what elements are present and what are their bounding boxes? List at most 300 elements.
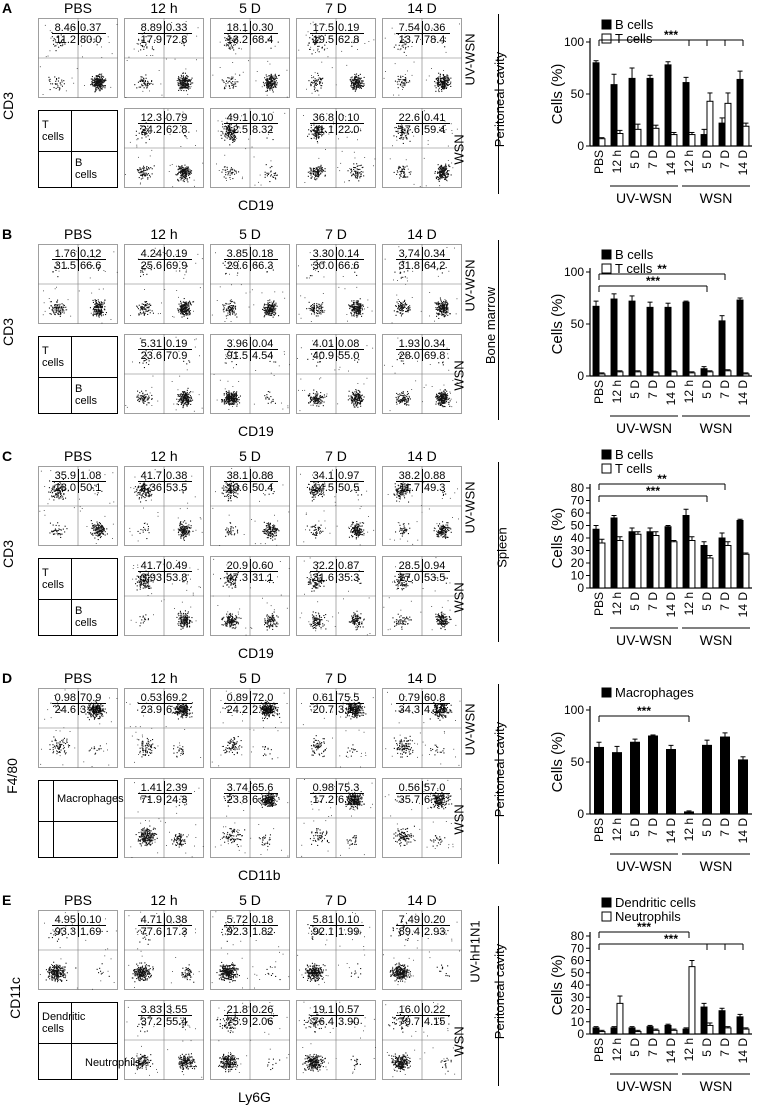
flow-event-dot — [271, 48, 272, 49]
flow-event-dot — [266, 84, 267, 85]
flow-event-dot — [222, 126, 223, 127]
flow-event-dot — [94, 307, 95, 308]
flow-event-dot — [62, 312, 63, 313]
flow-event-dot — [444, 316, 445, 317]
flow-event-dot — [446, 84, 447, 85]
flow-event-dot — [184, 316, 185, 317]
flow-event-dot — [231, 136, 232, 137]
flow-event-dot — [313, 310, 314, 311]
flow-event-dot — [101, 74, 102, 75]
flow-event-dot — [146, 47, 147, 48]
flow-event-dot — [340, 163, 341, 164]
flow-event-dot — [441, 171, 442, 172]
flow-event-dot — [55, 309, 56, 310]
flow-event-dot — [265, 172, 266, 173]
flow-event-dot — [264, 315, 265, 316]
flow-event-dot — [57, 300, 58, 301]
flow-event-dot — [358, 301, 359, 302]
flow-event-dot — [357, 139, 358, 140]
flow-event-dot — [435, 85, 436, 86]
group-label: WSN — [699, 190, 733, 206]
flow-event-dot — [96, 310, 97, 311]
flow-event-dot — [227, 167, 228, 168]
flow-event-dot — [224, 265, 225, 266]
flow-event-dot — [442, 86, 443, 87]
flow-event-dot — [144, 401, 145, 402]
flow-event-dot — [321, 306, 322, 307]
flow-event-dot — [437, 302, 438, 303]
flow-event-dot — [153, 313, 154, 314]
flow-event-dot — [257, 71, 258, 72]
x-tick-label: PBS — [592, 150, 606, 175]
flow-event-dot — [234, 311, 235, 312]
flow-event-dot — [264, 395, 265, 396]
flow-event-dot — [353, 300, 354, 301]
flow-event-dot — [402, 86, 403, 87]
flow-event-dot — [322, 302, 323, 303]
figure-panel-a — [0, 0, 765, 222]
flow-event-dot — [178, 84, 179, 85]
flow-event-dot — [184, 274, 185, 275]
flow-event-dot — [236, 391, 237, 392]
flow-event-dot — [357, 49, 358, 50]
flow-event-dot — [404, 85, 405, 86]
flow-event-dot — [103, 82, 104, 83]
flow-event-dot — [90, 278, 91, 279]
flow-event-dot — [269, 300, 270, 301]
flow-event-dot — [77, 68, 78, 69]
flow-event-dot — [441, 311, 442, 312]
flow-event-dot — [101, 73, 102, 74]
flow-event-dot — [143, 403, 144, 404]
flow-event-dot — [352, 80, 353, 81]
flow-event-dot — [137, 396, 138, 397]
flow-event-dot — [145, 394, 146, 395]
flow-event-dot — [258, 182, 259, 183]
y-tick-label: 100 — [563, 35, 584, 49]
flow-event-dot — [189, 301, 190, 302]
flow-event-dot — [275, 78, 276, 79]
flow-event-dot — [232, 169, 233, 170]
flow-event-dot — [275, 75, 276, 76]
flow-event-dot — [178, 76, 179, 77]
flow-event-dot — [354, 167, 355, 168]
flow-event-dot — [408, 169, 409, 170]
flow-event-dot — [102, 78, 103, 79]
flow-event-dot — [235, 82, 236, 83]
flow-event-dot — [233, 84, 234, 85]
flow-event-dot — [358, 307, 359, 308]
flow-event-dot — [187, 181, 188, 182]
flow-event-dot — [356, 287, 357, 288]
flow-event-dot — [95, 301, 96, 302]
flow-event-dot — [191, 401, 192, 402]
flow-event-dot — [227, 82, 228, 83]
x-tick-label: 12 h — [682, 150, 696, 174]
flow-event-dot — [179, 79, 180, 80]
flow-event-dot — [150, 393, 151, 394]
flow-event-dot — [399, 79, 400, 80]
flow-event-dot — [306, 308, 307, 309]
flow-event-dot — [99, 309, 100, 310]
flow-event-dot — [397, 81, 398, 82]
flow-event-dot — [438, 77, 439, 78]
flow-event-dot — [358, 311, 359, 312]
flow-event-dot — [142, 398, 143, 399]
flow-event-dot — [184, 179, 185, 180]
flow-event-dot — [311, 275, 312, 276]
flow-event-dot — [339, 170, 340, 171]
flow-event-dot — [356, 302, 357, 303]
flow-event-dot — [271, 402, 272, 403]
flow-event-dot — [358, 75, 359, 76]
flow-event-dot — [224, 393, 225, 394]
flow-event-dot — [185, 77, 186, 78]
flow-event-dot — [99, 311, 100, 312]
flow-event-dot — [354, 88, 355, 89]
flow-event-dot — [354, 74, 355, 75]
flow-event-dot — [317, 175, 318, 176]
flow-event-dot — [360, 85, 361, 86]
flow-event-dot — [49, 308, 50, 309]
flow-event-dot — [446, 76, 447, 77]
flow-event-dot — [358, 77, 359, 78]
flow-event-dot — [362, 309, 363, 310]
flow-event-dot — [442, 306, 443, 307]
bar-chart — [548, 18, 758, 223]
flow-event-dot — [51, 301, 52, 302]
flow-event-dot — [162, 95, 163, 96]
flow-event-dot — [267, 95, 268, 96]
flow-event-dot — [141, 313, 142, 314]
quadrant-lower-right-value: 69.9 — [166, 260, 188, 272]
flow-event-dot — [188, 309, 189, 310]
flow-event-dot — [406, 55, 407, 56]
flow-event-dot — [322, 307, 323, 308]
flow-event-dot — [398, 168, 399, 169]
flow-event-dot — [94, 309, 95, 310]
flow-event-dot — [317, 172, 318, 173]
flow-event-dot — [446, 52, 447, 53]
flow-event-dot — [112, 53, 113, 54]
flow-event-dot — [309, 42, 310, 43]
flow-event-dot — [183, 309, 184, 310]
flow-event-dot — [127, 60, 128, 61]
flow-event-dot — [225, 83, 226, 84]
x-tick-label: 14 D — [664, 150, 678, 176]
flow-event-dot — [232, 313, 233, 314]
flow-event-dot — [436, 303, 437, 304]
flow-event-dot — [308, 172, 309, 173]
flow-event-dot — [56, 83, 57, 84]
flow-event-dot — [358, 78, 359, 79]
flow-event-dot — [92, 76, 93, 77]
flow-event-dot — [360, 310, 361, 311]
flow-event-dot — [407, 311, 408, 312]
flow-event-dot — [143, 170, 144, 171]
flow-event-dot — [222, 121, 223, 122]
flow-plot — [38, 18, 118, 98]
flow-event-dot — [445, 303, 446, 304]
gating-schematic — [38, 110, 118, 188]
flow-event-dot — [447, 303, 448, 304]
timepoint-column-title: 7 D — [325, 0, 347, 16]
flow-event-dot — [310, 306, 311, 307]
flow-event-dot — [189, 362, 190, 363]
flow-event-dot — [306, 277, 307, 278]
flow-event-dot — [400, 79, 401, 80]
quadrant-upper-left-value: 49.1 — [226, 112, 248, 124]
flow-event-dot — [309, 278, 310, 279]
flow-event-dot — [439, 169, 440, 170]
flow-event-dot — [311, 77, 312, 78]
bar — [635, 129, 641, 146]
flow-event-dot — [442, 84, 443, 85]
flow-event-dot — [307, 136, 308, 137]
flow-event-dot — [193, 311, 194, 312]
flow-event-dot — [142, 306, 143, 307]
flow-event-dot — [141, 169, 142, 170]
flow-event-dot — [180, 83, 181, 84]
flow-event-dot — [397, 172, 398, 173]
flow-event-dot — [55, 288, 56, 289]
flow-event-dot — [152, 398, 153, 399]
flow-event-dot — [231, 173, 232, 174]
flow-event-dot — [146, 301, 147, 302]
flow-event-dot — [231, 167, 232, 168]
flow-event-dot — [438, 179, 439, 180]
flow-event-dot — [446, 314, 447, 315]
flow-event-dot — [147, 84, 148, 85]
flow-event-dot — [361, 78, 362, 79]
flow-event-dot — [45, 311, 46, 312]
flow-event-dot — [177, 80, 178, 81]
flow-event-dot — [100, 83, 101, 84]
flow-event-dot — [144, 83, 145, 84]
flow-event-dot — [237, 273, 238, 274]
flow-event-dot — [178, 404, 179, 405]
flow-event-dot — [58, 81, 59, 82]
flow-event-dot — [439, 181, 440, 182]
flow-event-dot — [350, 80, 351, 81]
flow-event-dot — [440, 178, 441, 179]
flow-event-dot — [314, 85, 315, 86]
flow-event-dot — [190, 84, 191, 85]
flow-event-dot — [180, 88, 181, 89]
flow-event-dot — [448, 271, 449, 272]
flow-event-dot — [443, 81, 444, 82]
bar — [707, 101, 713, 146]
flow-event-dot — [445, 78, 446, 79]
flow-event-dot — [275, 177, 276, 178]
flow-event-dot — [194, 180, 195, 181]
flow-event-dot — [400, 273, 401, 274]
flow-event-dot — [278, 42, 279, 43]
flow-event-dot — [317, 143, 318, 144]
flow-event-dot — [172, 316, 173, 317]
flow-event-dot — [360, 298, 361, 299]
flow-event-dot — [263, 310, 264, 311]
flow-event-dot — [43, 290, 44, 291]
flow-event-dot — [101, 76, 102, 77]
flow-event-dot — [356, 163, 357, 164]
flow-event-dot — [226, 400, 227, 401]
flow-event-dot — [58, 307, 59, 308]
flow-event-dot — [183, 404, 184, 405]
flow-event-dot — [233, 49, 234, 50]
flow-event-dot — [408, 309, 409, 310]
flow-event-dot — [229, 86, 230, 87]
flow-event-dot — [212, 315, 213, 316]
flow-event-dot — [405, 81, 406, 82]
flow-event-dot — [229, 393, 230, 394]
flow-event-dot — [321, 165, 322, 166]
flow-event-dot — [441, 300, 442, 301]
flow-event-dot — [315, 136, 316, 137]
flow-event-dot — [277, 175, 278, 176]
flow-event-dot — [199, 394, 200, 395]
flow-event-dot — [49, 81, 50, 82]
flow-event-dot — [186, 78, 187, 79]
flow-event-dot — [194, 186, 195, 187]
flow-event-dot — [145, 309, 146, 310]
flow-event-dot — [59, 87, 60, 88]
flow-event-dot — [150, 156, 151, 157]
flow-event-dot — [151, 395, 152, 396]
flow-event-dot — [178, 389, 179, 390]
flow-event-dot — [305, 297, 306, 298]
flow-event-dot — [266, 394, 267, 395]
flow-event-dot — [191, 304, 192, 305]
flow-event-dot — [200, 287, 201, 288]
flow-event-dot — [270, 76, 271, 77]
flow-event-dot — [225, 136, 226, 137]
flow-event-dot — [159, 70, 160, 71]
quadrant-lower-left-value: 19.5 — [312, 34, 334, 46]
flow-event-dot — [62, 81, 63, 82]
flow-event-dot — [262, 292, 263, 293]
flow-event-dot — [410, 174, 411, 175]
quadrant-lower-left-value: 41.1 — [312, 124, 334, 136]
flow-event-dot — [274, 83, 275, 84]
flow-event-dot — [97, 303, 98, 304]
quadrant-lower-right-value: 62.8 — [166, 124, 188, 136]
flow-event-dot — [445, 87, 446, 88]
flow-event-dot — [229, 171, 230, 172]
flow-event-dot — [324, 49, 325, 50]
flow-event-dot — [317, 50, 318, 51]
flow-event-dot — [314, 138, 315, 139]
flow-event-dot — [137, 170, 138, 171]
flow-event-dot — [313, 50, 314, 51]
flow-event-dot — [420, 186, 421, 187]
flow-event-dot — [95, 313, 96, 314]
flow-event-dot — [357, 175, 358, 176]
flow-event-dot — [185, 307, 186, 308]
quadrant-lower-left-value: 23.6 — [140, 350, 162, 362]
flow-event-dot — [356, 312, 357, 313]
flow-event-dot — [92, 82, 93, 83]
flow-event-dot — [445, 179, 446, 180]
flow-event-dot — [222, 133, 223, 134]
flow-event-dot — [187, 393, 188, 394]
flow-event-dot — [362, 308, 363, 309]
flow-event-dot — [435, 171, 436, 172]
flow-event-dot — [278, 75, 279, 76]
flow-event-dot — [192, 82, 193, 83]
quadrant-value-underline — [310, 259, 364, 260]
flow-event-dot — [274, 306, 275, 307]
flow-event-dot — [147, 83, 148, 84]
flow-event-dot — [125, 405, 126, 406]
flow-event-dot — [450, 78, 451, 79]
flow-event-dot — [396, 295, 397, 296]
flow-event-dot — [43, 94, 44, 95]
flow-event-dot — [268, 75, 269, 76]
flow-event-dot — [399, 309, 400, 310]
flow-event-dot — [102, 323, 103, 324]
flow-event-dot — [220, 42, 221, 43]
flow-event-dot — [224, 37, 225, 38]
flow-event-dot — [223, 263, 224, 264]
flow-event-dot — [99, 302, 100, 303]
flow-event-dot — [271, 302, 272, 303]
flow-event-dot — [184, 302, 185, 303]
flow-event-dot — [363, 306, 364, 307]
flow-event-dot — [440, 177, 441, 178]
flow-event-dot — [392, 28, 393, 29]
flow-event-dot — [320, 310, 321, 311]
flow-event-dot — [101, 312, 102, 313]
x-tick-label: 7 D — [646, 150, 660, 169]
flow-event-dot — [274, 315, 275, 316]
flow-plot — [296, 244, 376, 324]
flow-event-dot — [353, 85, 354, 86]
flow-event-dot — [315, 91, 316, 92]
flow-event-dot — [192, 78, 193, 79]
flow-event-dot — [231, 83, 232, 84]
flow-event-dot — [357, 310, 358, 311]
flow-event-dot — [362, 172, 363, 173]
flow-event-dot — [43, 314, 44, 315]
flow-event-dot — [316, 315, 317, 316]
flow-event-dot — [143, 174, 144, 175]
flow-event-dot — [443, 311, 444, 312]
flow-event-dot — [401, 314, 402, 315]
flow-event-dot — [225, 174, 226, 175]
flow-event-dot — [95, 87, 96, 88]
flow-event-dot — [308, 31, 309, 32]
flow-event-dot — [395, 45, 396, 46]
flow-event-dot — [110, 87, 111, 88]
flow-event-dot — [316, 312, 317, 313]
flow-event-dot — [311, 82, 312, 83]
flow-event-dot — [90, 307, 91, 308]
flow-event-dot — [445, 312, 446, 313]
flow-event-dot — [149, 84, 150, 85]
flow-event-dot — [444, 84, 445, 85]
flow-event-dot — [183, 90, 184, 91]
flow-event-dot — [268, 83, 269, 84]
flow-event-dot — [140, 81, 141, 82]
flow-event-dot — [262, 309, 263, 310]
flow-event-dot — [143, 173, 144, 174]
flow-event-dot — [146, 274, 147, 275]
flow-event-dot — [143, 400, 144, 401]
flow-event-dot — [186, 87, 187, 88]
quadrant-upper-left-value: 17.5 — [312, 22, 334, 34]
flow-event-dot — [272, 306, 273, 307]
